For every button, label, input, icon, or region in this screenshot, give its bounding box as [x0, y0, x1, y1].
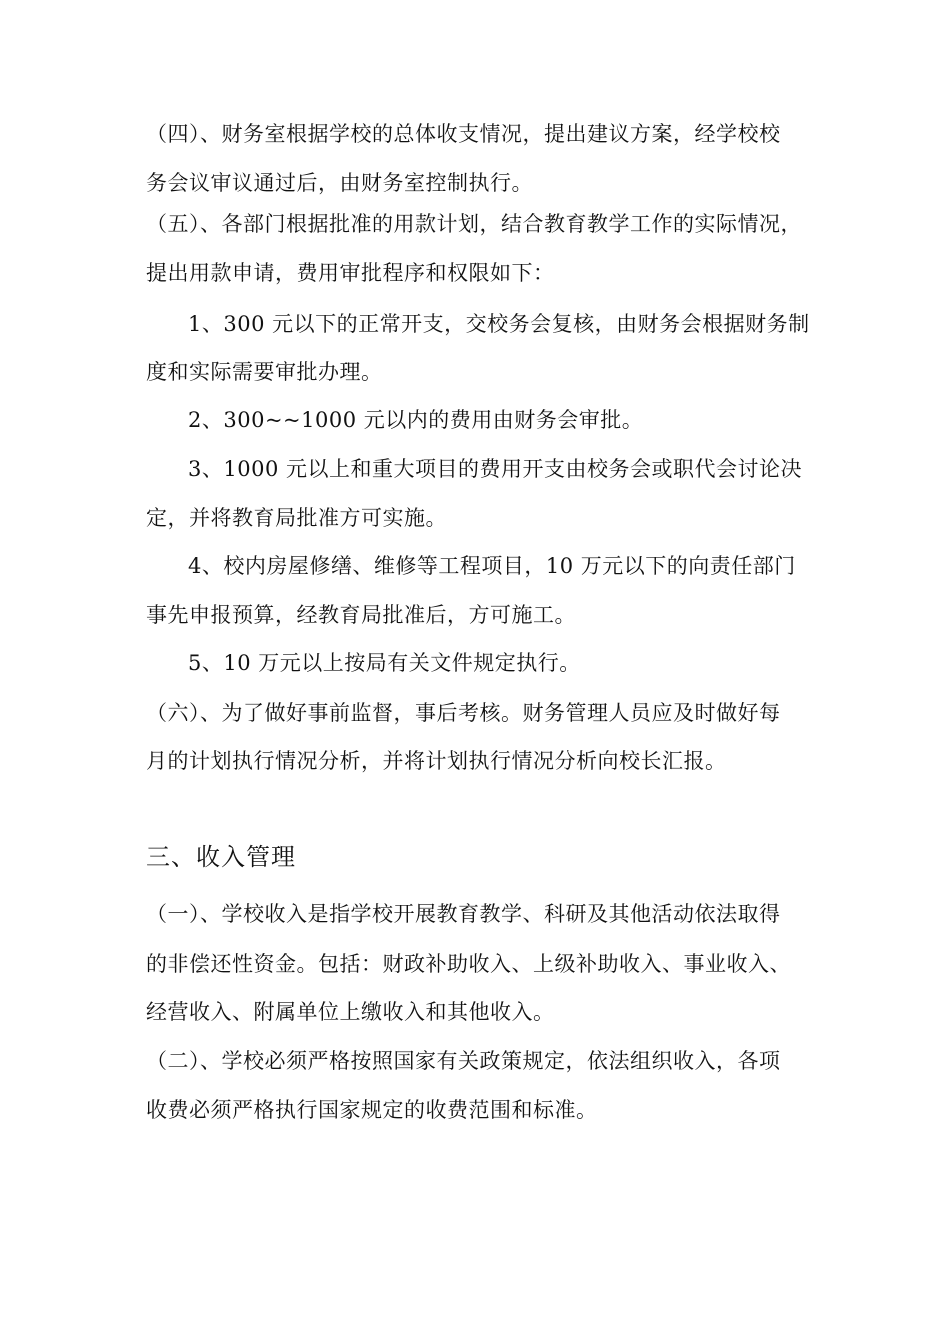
paragraph-6-line-2: 月的计划执行情况分析，并将计划执行情况分析向校长汇报。: [146, 749, 727, 773]
item-3-line-1: 3、1000 元以上和重大项目的费用开支由校务会或职代会讨论决: [188, 457, 802, 481]
section-heading: 三、收入管理: [146, 843, 296, 871]
item-2-line-1: 2、300~~1000 元以内的费用由财务会审批。: [188, 408, 644, 432]
item-1-line-1: 1、300 元以下的正常开支，交校务会复核，由财务会根据财务制: [188, 312, 810, 336]
paragraph-6-line-1: （六）、为了做好事前监督，事后考核。财务管理人员应及时做好每: [146, 701, 781, 725]
paragraph-5-line-2: 提出用款申请，费用审批程序和权限如下：: [146, 261, 555, 285]
paragraph-4-line-1: （四）、财务室根据学校的总体收支情况，提出建议方案，经学校校: [146, 122, 781, 146]
paragraph-4-line-2: 务会议审议通过后，由财务室控制执行。: [146, 171, 533, 195]
income-paragraph-1-line-1: （一）、学校收入是指学校开展教育教学、科研及其他活动依法取得: [146, 902, 781, 926]
item-1-line-2: 度和实际需要审批办理。: [146, 360, 383, 384]
item-5-line-1: 5、10 万元以上按局有关文件规定执行。: [188, 651, 581, 675]
income-paragraph-1-line-2: 的非偿还性资金。包括：财政补助收入、上级补助收入、事业收入、: [146, 952, 791, 976]
income-paragraph-2-line-1: （二）、学校必须严格按照国家有关政策规定，依法组织收入，各项: [146, 1049, 781, 1073]
paragraph-5-line-1: （五）、各部门根据批准的用款计划，结合教育教学工作的实际情况，: [146, 212, 802, 236]
income-paragraph-2-line-2: 收费必须严格执行国家规定的收费范围和标准。: [146, 1098, 598, 1122]
item-3-line-2: 定，并将教育局批准方可实施。: [146, 506, 447, 530]
item-4-line-2: 事先申报预算，经教育局批准后，方可施工。: [146, 603, 576, 627]
item-4-line-1: 4、校内房屋修缮、维修等工程项目，10 万元以下的向责任部门: [188, 554, 796, 578]
income-paragraph-1-line-3: 经营收入、附属单位上缴收入和其他收入。: [146, 1000, 555, 1024]
